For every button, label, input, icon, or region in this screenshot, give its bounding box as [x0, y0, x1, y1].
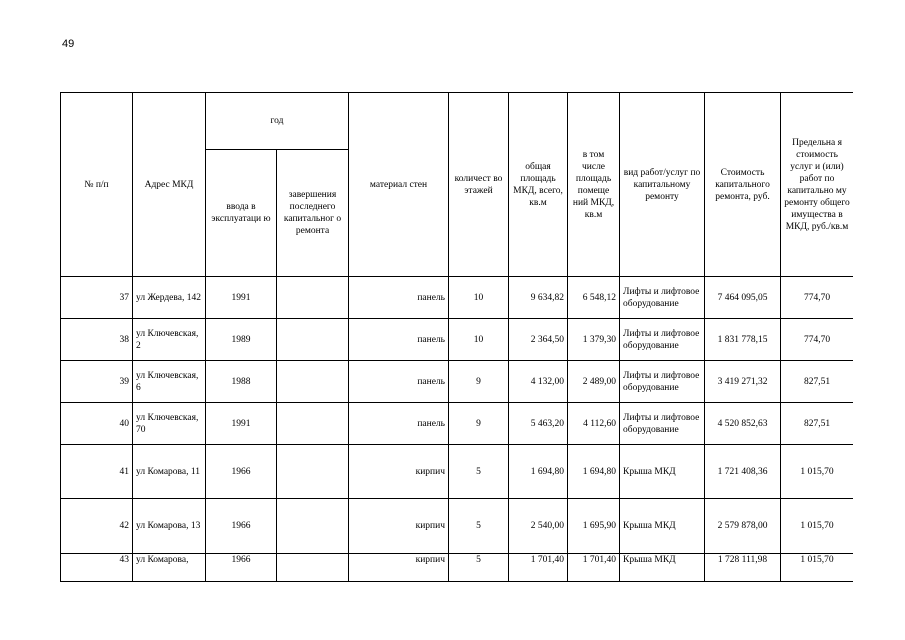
row-premises-area: 2 489,00 [568, 361, 620, 403]
header-work-type: вид работ/услуг по капитальному ремонту [620, 93, 705, 277]
row-limit: 827,51 [781, 361, 853, 403]
row-material: кирпич [349, 499, 449, 554]
row-total-area: 1 694,80 [509, 445, 568, 499]
row-floors: 10 [449, 277, 509, 319]
header-total-area: общая площадь МКД, всего, кв.м [509, 93, 568, 277]
row-material: панель [349, 403, 449, 445]
row-repair [277, 499, 349, 554]
row-limit: 1 015,70 [781, 554, 853, 582]
repair-table [60, 92, 853, 582]
header-premises-area: в том числе площадь помеще ний МКД, кв.м [568, 93, 620, 277]
row-total-area: 1 701,40 [509, 554, 568, 582]
row-work-type: Крыша МКД [620, 499, 705, 554]
row-year: 1966 [206, 499, 277, 554]
row-work-type: Лифты и лифтовое оборудование [620, 319, 705, 361]
page-number: 49 [62, 38, 75, 50]
row-total-area: 2 364,50 [509, 319, 568, 361]
row-num: 39 [61, 361, 133, 403]
row-cost: 1 721 408,36 [705, 445, 781, 499]
row-work-type: Лифты и лифтовое оборудование [620, 403, 705, 445]
header-year-repair: завершения последнего капитальног о ремонта [277, 150, 349, 277]
table-row [61, 499, 854, 554]
row-total-area: 2 540,00 [509, 499, 568, 554]
row-work-type: Лифты и лифтовое оборудование [620, 277, 705, 319]
row-material: кирпич [349, 445, 449, 499]
row-address: ул Ключевская, 6 [133, 361, 206, 403]
table-row [61, 361, 854, 403]
row-floors: 9 [449, 361, 509, 403]
row-cost: 2 579 878,00 [705, 499, 781, 554]
row-work-type: Крыша МКД [620, 554, 705, 582]
header-row-1 [61, 93, 854, 150]
row-year: 1991 [206, 403, 277, 445]
repair-table-viewport [60, 92, 853, 622]
header-num: № п/п [61, 93, 133, 277]
table-row [61, 445, 854, 499]
header-year-commission: ввода в эксплуатаци ю [206, 150, 277, 277]
row-premises-area: 1 694,80 [568, 445, 620, 499]
row-address: ул Ключевская, 70 [133, 403, 206, 445]
row-material: панель [349, 319, 449, 361]
row-floors: 10 [449, 319, 509, 361]
header-floors: количест во этажей [449, 93, 509, 277]
table-row [61, 403, 854, 445]
row-premises-area: 1 695,90 [568, 499, 620, 554]
row-cost: 1 831 778,15 [705, 319, 781, 361]
row-year: 1989 [206, 319, 277, 361]
row-repair [277, 403, 349, 445]
table-row [61, 277, 854, 319]
row-year: 1966 [206, 445, 277, 499]
row-premises-area: 1 701,40 [568, 554, 620, 582]
row-premises-area: 4 112,60 [568, 403, 620, 445]
row-total-area: 9 634,82 [509, 277, 568, 319]
row-floors: 5 [449, 554, 509, 582]
row-num: 42 [61, 499, 133, 554]
row-material: панель [349, 277, 449, 319]
row-work-type: Лифты и лифтовое оборудование [620, 361, 705, 403]
row-limit: 774,70 [781, 319, 853, 361]
header-cost: Стоимость капитального ремонта, руб. [705, 93, 781, 277]
row-address: ул Комарова, 11 [133, 445, 206, 499]
row-premises-area: 1 379,30 [568, 319, 620, 361]
row-num: 41 [61, 445, 133, 499]
row-repair [277, 554, 349, 582]
row-repair [277, 361, 349, 403]
row-limit: 774,70 [781, 277, 853, 319]
row-cost: 4 520 852,63 [705, 403, 781, 445]
row-limit: 1 015,70 [781, 499, 853, 554]
row-num: 43 [61, 554, 133, 582]
row-address: ул Комарова, [133, 554, 206, 582]
row-year: 1966 [206, 554, 277, 582]
row-cost: 1 728 111,98 [705, 554, 781, 582]
row-cost: 7 464 095,05 [705, 277, 781, 319]
row-total-area: 4 132,00 [509, 361, 568, 403]
row-num: 38 [61, 319, 133, 361]
header-material: материал стен [349, 93, 449, 277]
row-year: 1991 [206, 277, 277, 319]
header-address: Адрес МКД [133, 93, 206, 277]
header-limit-cost: Предельна я стоимость услуг и (или) работ по капитально му ремонту общего имущества в МКД, руб./кв.м [781, 93, 853, 277]
row-limit: 827,51 [781, 403, 853, 445]
row-material: панель [349, 361, 449, 403]
row-cost: 3 419 271,32 [705, 361, 781, 403]
row-address: ул Ключевская, 2 [133, 319, 206, 361]
row-address: ул Комарова, 13 [133, 499, 206, 554]
row-num: 37 [61, 277, 133, 319]
header-year: год [206, 93, 349, 150]
row-limit: 1 015,70 [781, 445, 853, 499]
row-material: кирпич [349, 554, 449, 582]
row-address: ул Жердева, 142 [133, 277, 206, 319]
table-row [61, 554, 854, 582]
row-year: 1988 [206, 361, 277, 403]
table-row [61, 319, 854, 361]
row-work-type: Крыша МКД [620, 445, 705, 499]
row-total-area: 5 463,20 [509, 403, 568, 445]
row-repair [277, 445, 349, 499]
row-repair [277, 277, 349, 319]
row-floors: 5 [449, 499, 509, 554]
row-floors: 9 [449, 403, 509, 445]
row-floors: 5 [449, 445, 509, 499]
row-repair [277, 319, 349, 361]
row-premises-area: 6 548,12 [568, 277, 620, 319]
row-num: 40 [61, 403, 133, 445]
